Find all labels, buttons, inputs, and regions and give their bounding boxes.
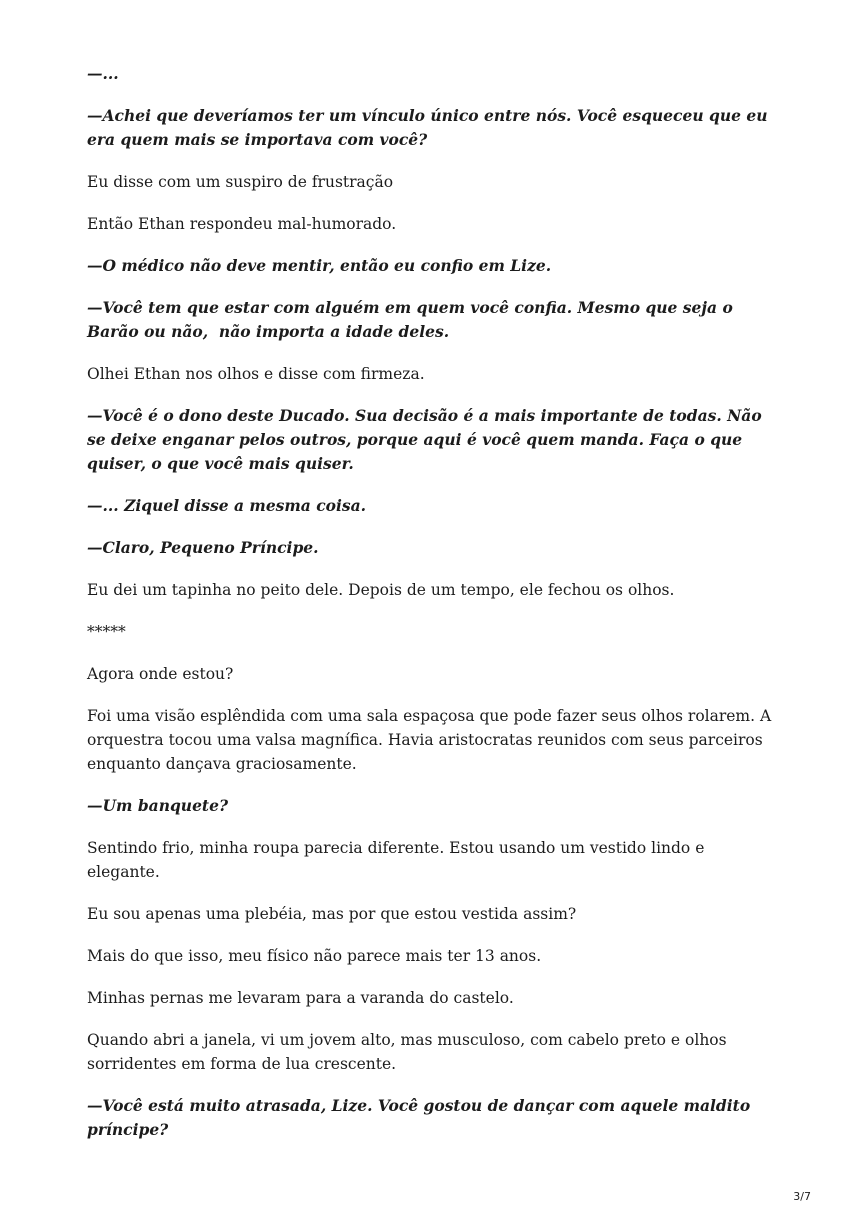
document-page (87, 62, 777, 1160)
paragraph: Eu sou apenas uma plebéia, mas por que estou vestida assim? (87, 905, 577, 923)
paragraph: Minhas pernas me levaram para a varanda do castelo. (87, 989, 514, 1007)
paragraph: —... (87, 64, 119, 83)
paragraph: —Claro, Pequeno Príncipe. (87, 538, 319, 557)
paragraph: —Você tem que estar com alguém em quem você confia. Mesmo que seja o Barão ou não, não importa a idade deles. (87, 298, 739, 341)
paragraph: —O médico não deve mentir, então eu confio em Lize. (87, 256, 552, 275)
paragraph: —Um banquete? (87, 796, 229, 815)
paragraph: Agora onde estou? (87, 665, 234, 683)
paragraph: Foi uma visão esplêndida com uma sala espaçosa que pode fazer seus olhos rolarem. A orquestra tocou uma valsa magnífica. Havia aristocratas reunidos com seus parceiros enquanto dançava graciosamente. (87, 707, 777, 773)
paragraph: Então Ethan respondeu mal-humorado. (87, 215, 397, 233)
page-number: 3/7 (793, 1190, 811, 1203)
paragraph: —... Ziquel disse a mesma coisa. (87, 496, 367, 515)
paragraph: Eu disse com um suspiro de frustração (87, 173, 394, 191)
paragraph: Mais do que isso, meu físico não parece mais ter 13 anos. (87, 947, 542, 965)
paragraph: Olhei Ethan nos olhos e disse com firmeza. (87, 365, 425, 383)
paragraph: Quando abri a janela, vi um jovem alto, mas musculoso, com cabelo preto e olhos sorridentes em forma de lua crescente. (87, 1031, 732, 1073)
section-separator: ***** (87, 623, 126, 641)
paragraph: —Você é o dono deste Ducado. Sua decisão é a mais importante de todas. Não se deixe enganar pelos outros, porque aqui é você quem manda. Faça o que quiser, o que você mais quiser. (87, 406, 768, 473)
paragraph: Sentindo frio, minha roupa parecia diferente. Estou usando um vestido lindo e elegante. (87, 839, 710, 881)
paragraph: —Achei que deveríamos ter um vínculo único entre nós. Você esqueceu que eu era quem mais se importava com você? (87, 106, 773, 149)
paragraph: —Você está muito atrasada, Lize. Você gostou de dançar com aquele maldito príncipe? (87, 1096, 756, 1139)
paragraph: Eu dei um tapinha no peito dele. Depois de um tempo, ele fechou os olhos. (87, 581, 675, 599)
